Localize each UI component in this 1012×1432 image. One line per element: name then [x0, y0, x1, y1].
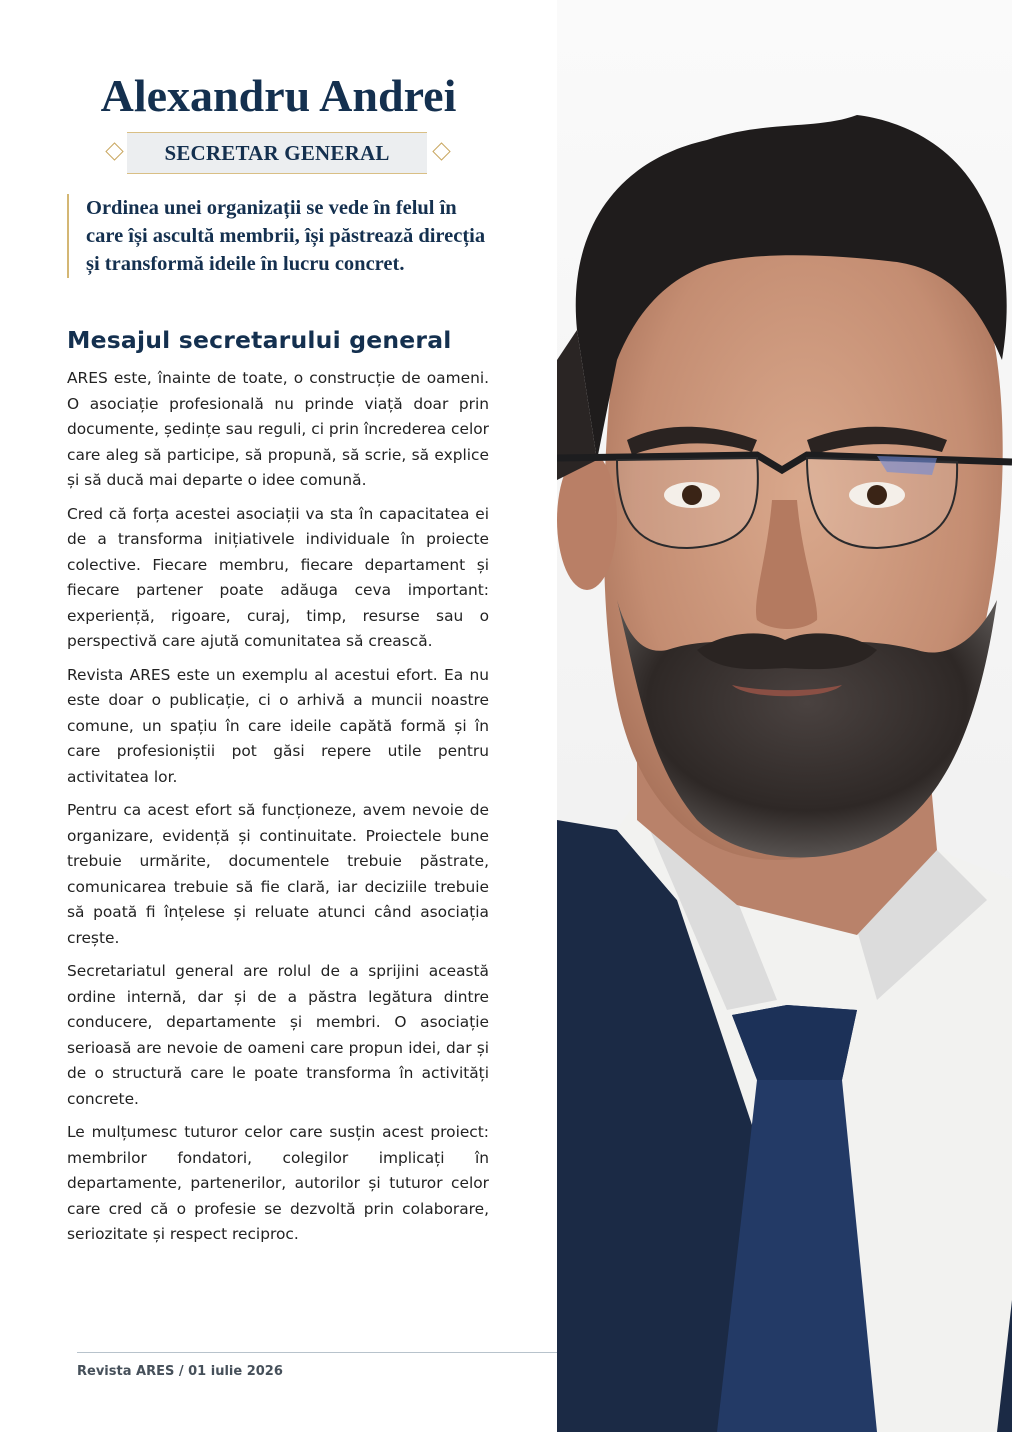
paragraph: Le mulțumesc tuturor celor care susțin acest proiect: membrilor fondatori, colegilor implicați în departamente, partenerilor, autorilor și tuturor celor care cred că o profesie se dezvoltă prin colaborare, seriozitate și respect reciproc. [67, 1123, 489, 1243]
diamond-ornament-icon [432, 142, 450, 160]
footer-divider [77, 1352, 557, 1353]
person-name: Alexandru Andrei [100, 70, 457, 121]
iris [867, 485, 887, 505]
pull-quote: Ordinea unei organizații se vede în felul în care își ascultă membrii, își păstrează direcția și transformă ideile în lucru concret. [67, 194, 496, 278]
paragraph: Secretariatul general are rolul de a sprijini această ordine internă, dar și de a păstra legătura dintre conducere, departamente și membri. O asociație serioasă are nevoie de oameni care propun idei, dar și de o structură care le poate transforma în activități concrete. [67, 962, 489, 1108]
diamond-ornament-icon [105, 142, 123, 160]
portrait-photo [557, 0, 1012, 1432]
role-label: SECRETAR GENERAL [127, 132, 427, 174]
iris [682, 485, 702, 505]
paragraph: Revista ARES este un exemplu al acestui efort. Ea nu este doar o publicație, ci o arhivă a muncii noastre comune, un spațiu în care ideile capătă formă și în care profesioniștii pot găsi repere utile pentru activitatea lor. [67, 665, 489, 786]
section-title: Mesajul secretarului general [67, 326, 452, 354]
footer-publication: Revista ARES / 01 iulie 2026 [77, 1364, 283, 1379]
paragraph: Cred că forța acestei asociații va sta în capacitatea ei de a transforma inițiativele individuale în proiecte colective. Fiecare membru, fiecare departament și fiecare partener poate adăuga ceva important: experiență, rigoare, curaj, timp, resurse sau o perspectivă care ajută comunitatea să crească. [67, 504, 489, 650]
article-body [67, 366, 489, 1256]
paragraph: Pentru ca acest efort să funcționeze, avem nevoie de organizare, evidență și continuitate. Proiectele bune trebuie urmărite, documentele trebuie păstrate, comunicarea trebuie să fie clară, iar deciziile trebuie să poată fi înțelese și reluate atunci când asociația crește. [67, 801, 489, 947]
role-badge [100, 132, 456, 174]
paragraph: ARES este, înainte de toate, o construcție de oameni. O asociație profesională nu prinde viață doar prin documente, ședințe sau reguli, ci prin încrederea celor care aleg să participe, să propună, să scrie, să explice și să ducă mai departe o idee comună. [67, 369, 489, 489]
